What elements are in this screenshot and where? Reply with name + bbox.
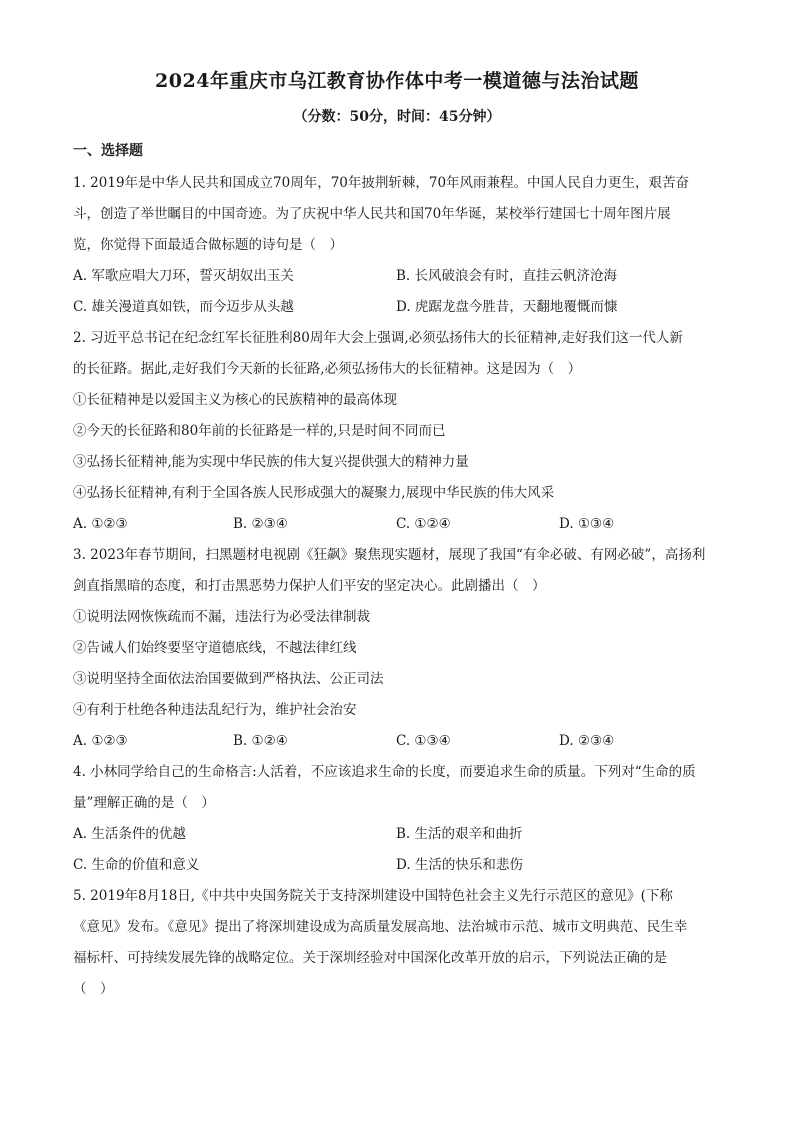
option-b: B. 生活的艰辛和曲折	[396, 826, 523, 842]
option-d: D. 生活的快乐和悲伤	[396, 857, 523, 873]
option-row	[73, 819, 725, 850]
question-text-line: 3. 2023年春节期间，扫黑题材电视剧《狂飙》聚焦现实题材，展现了我国“有伞必破、有网必破”，高扬利	[73, 547, 706, 563]
option-d: D. ②③④	[559, 733, 615, 749]
option-row	[73, 850, 725, 881]
option-row	[73, 261, 725, 292]
option-c: C. ①②④	[396, 516, 451, 532]
option-row	[73, 726, 725, 757]
statement-1: ①长征精神是以爱国主义为核心的民族精神的最高体现	[73, 392, 397, 408]
question-text-line: 5. 2019年8月18日,《中共中央国务院关于支持深圳建设中国特色社会主义先行示范区的意见》(下称	[73, 888, 673, 904]
question-text-line: 斗，创造了举世瞩目的中国奇迹。为了庆祝中华人民共和国70年华诞，某校举行建国七十周年图片展	[73, 206, 671, 222]
statement-1: ①说明法网恢恢疏而不漏，违法行为必受法律制裁	[73, 609, 370, 625]
question-text-line: 1. 2019年是中华人民共和国成立70周年，70年披荆斩棘，70年风雨兼程。中国人民自力更生，艰苦奋	[73, 175, 690, 191]
statement-3: ③弘扬长征精神,能为实现中华民族的伟大复兴提供强大的精神力量	[73, 454, 469, 470]
statement-2: ②今天的长征路和80年前的长征路是一样的,只是时间不同而已	[73, 423, 446, 439]
question-text-line: 4. 小林同学给自己的生命格言:人活着，不应该追求生命的长度，而要追求生命的质量。下列对“生命的质	[73, 764, 696, 780]
question-text-line: 福标杆、可持续发展先锋的战略定位。关于深圳经验对中国深化改革开放的启示，下列说法正确的是	[73, 950, 667, 966]
question-2	[73, 323, 725, 540]
section-heading: 一、选择题	[73, 143, 143, 159]
question-text-line: 2. 习近平总书记在纪念红军长征胜利80周年大会上强调,必须弘扬伟大的长征精神,走好我们这一代人新	[73, 330, 683, 346]
question-3	[73, 540, 725, 757]
question-text-line: 览，你觉得下面最适合做标题的诗句是（ ）	[73, 237, 343, 253]
question-list	[73, 168, 725, 1005]
statement-2: ②告诫人们始终要坚守道德底线，不越法律红线	[73, 640, 357, 656]
page-title: 2024年重庆市乌江教育协作体中考一模道德与法治试题	[155, 70, 639, 92]
question-1	[73, 168, 725, 323]
option-a: A. ①②③	[73, 516, 128, 532]
option-c: C. 生命的价值和意义	[73, 857, 200, 873]
statement-4: ④有利于杜绝各种违法乱纪行为，维护社会治安	[73, 702, 357, 718]
option-d: D. ①③④	[559, 516, 615, 532]
statement-4: ④弘扬长征精神,有利于全国各族人民形成强大的凝聚力,展现中华民族的伟大风采	[73, 485, 555, 501]
statement-3: ③说明坚持全面依法治国要做到严格执法、公正司法	[73, 671, 384, 687]
option-a: A. 生活条件的优越	[73, 826, 186, 842]
option-a: A. ①②③	[73, 733, 128, 749]
question-4	[73, 757, 725, 881]
option-b: B. ①②④	[233, 733, 288, 749]
question-text-line: 量”理解正确的是（ ）	[73, 795, 215, 811]
question-text-line: 的长征路。据此,走好我们今天新的长征路,必须弘扬伟大的长征精神。这是因为（ ）	[73, 361, 582, 377]
option-a: A. 军歌应唱大刀环，誓灭胡奴出玉关	[73, 268, 294, 284]
option-d: D. 虎踞龙盘今胜昔，天翻地覆慨而慷	[396, 299, 618, 315]
option-c: C. ①③④	[396, 733, 451, 749]
option-c: C. 雄关漫道真如铁，而今迈步从头越	[73, 299, 294, 315]
option-row	[73, 292, 725, 323]
exam-info: （分数：50分，时间：45分钟）	[293, 109, 501, 125]
answer-bracket: （ ）	[73, 981, 114, 997]
question-5	[73, 881, 725, 1005]
option-b: B. ②③④	[233, 516, 288, 532]
option-row	[73, 509, 725, 540]
question-text-line: 剑直指黑暗的态度，和打击黑恶势力保护人们平安的坚定决心。此剧播出（ ）	[73, 578, 546, 594]
option-b: B. 长风破浪会有时，直挂云帆济沧海	[396, 268, 618, 284]
question-text-line: 《意见》发布。《意见》提出了将深圳建设成为高质量发展高地、法治城市示范、城市文明典范、民生幸	[73, 919, 688, 935]
